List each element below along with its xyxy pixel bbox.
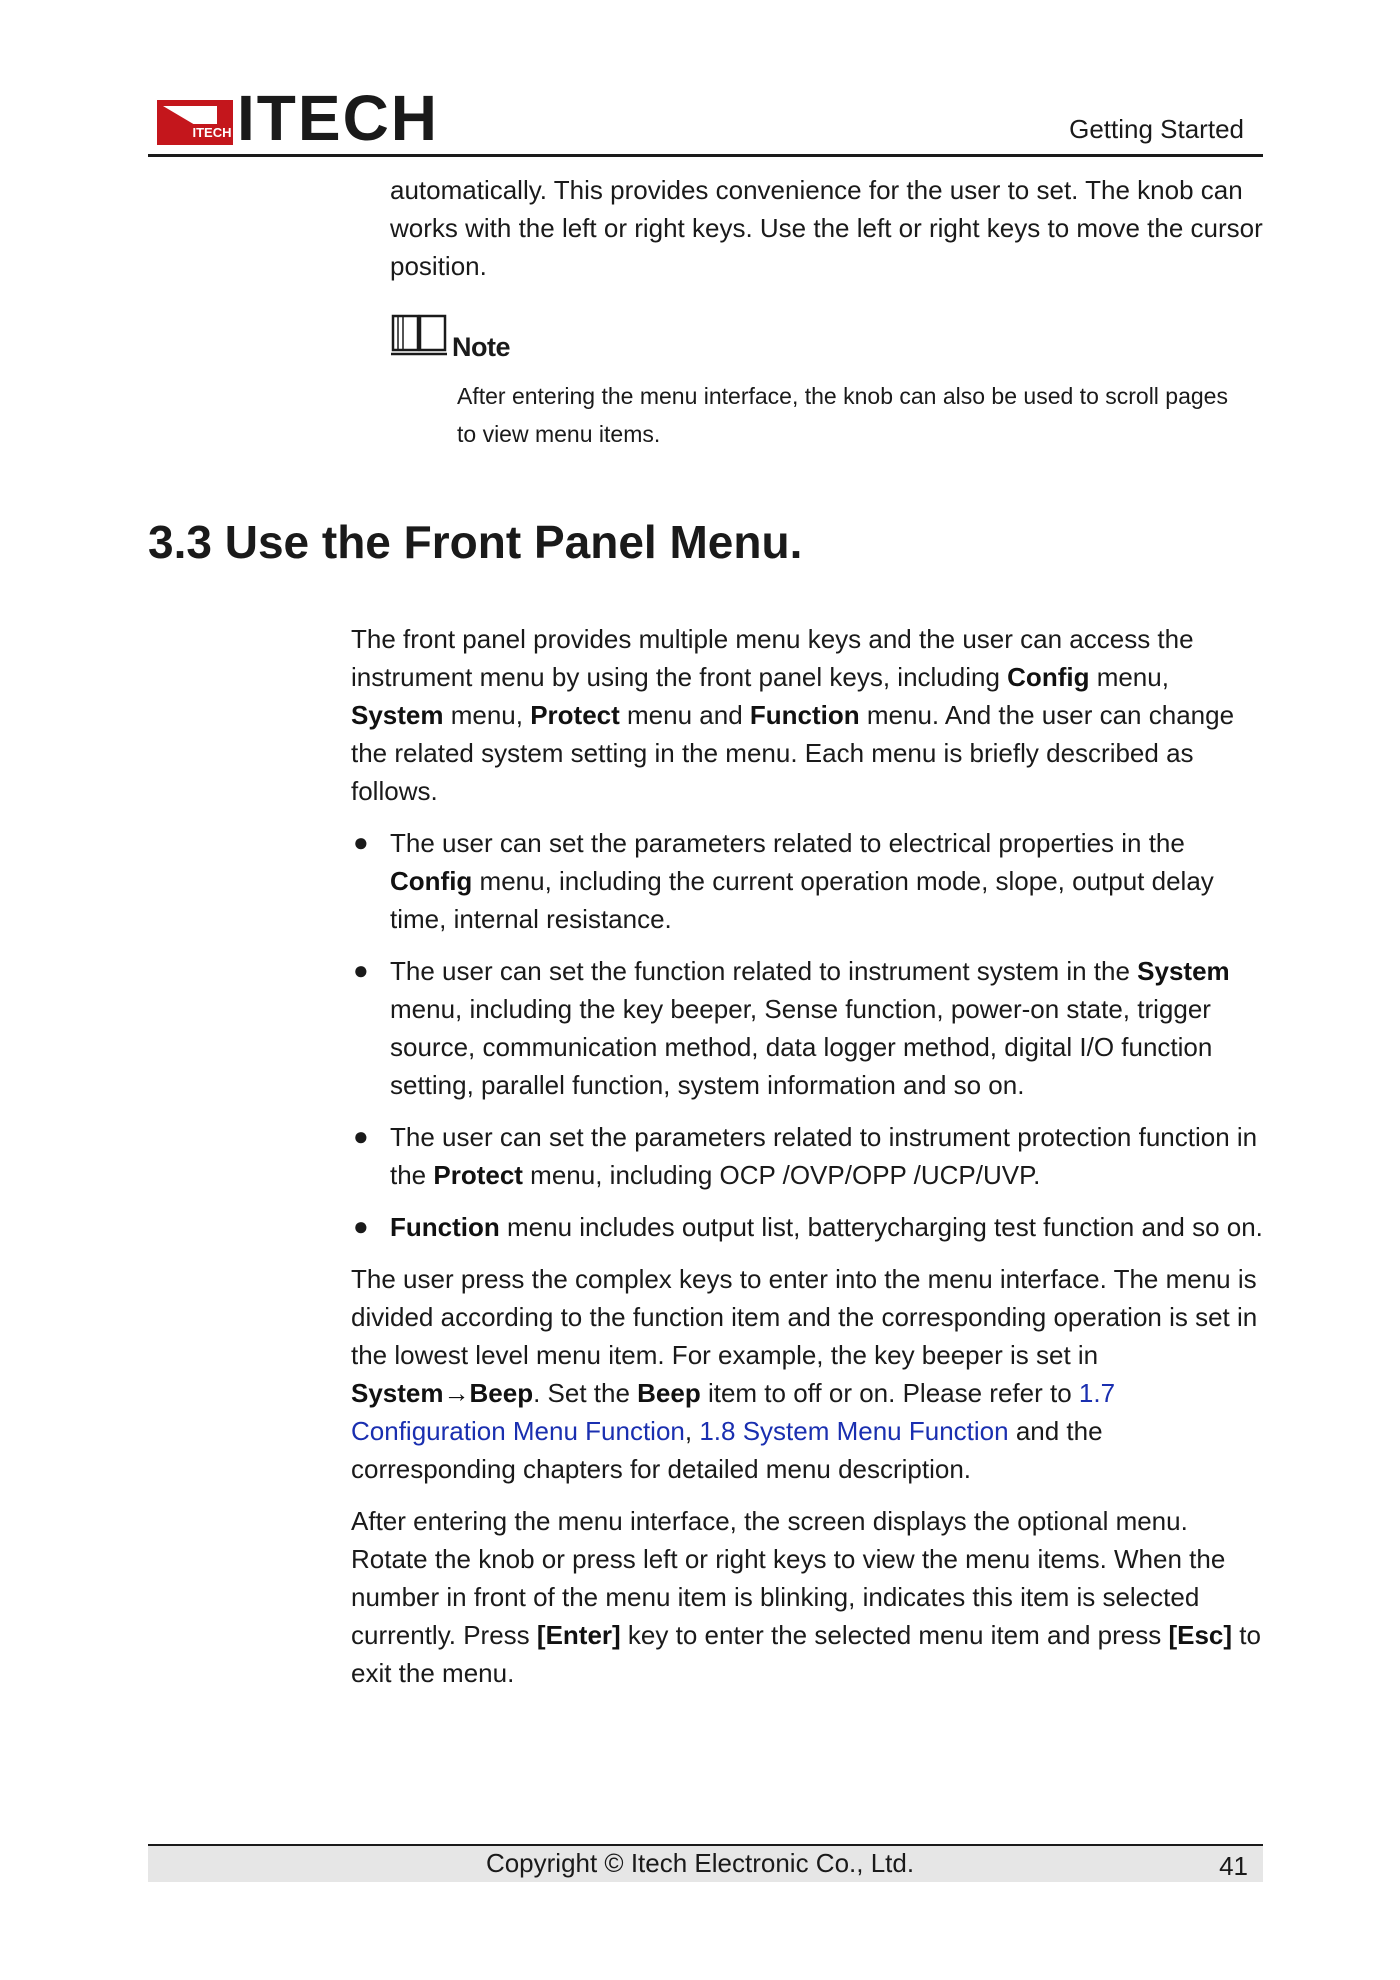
list-item [351,1208,1263,1246]
section-body [351,620,1263,1706]
list-item [351,1118,1263,1194]
header-divider [148,154,1263,157]
menu-name-protect: Protect [530,700,620,730]
body-text: menu, [1089,662,1169,692]
body-text: menu, including OCP /OVP/OPP /UCP/UVP. [522,1160,1041,1190]
body-paragraph-2 [351,1260,1263,1488]
logo-flag-icon [157,100,233,145]
key-enter: [Enter] [536,1620,621,1650]
note-text: After entering the menu interface, the knob can also be used to scroll pages to view menu items. [457,383,1228,447]
note-label: Note [452,332,510,362]
body-text: . Set the [533,1378,638,1408]
menu-description-list [351,824,1263,1246]
footer-copyright: Copyright © Itech Electronic Co., Ltd. [485,1848,915,1878]
body-text: menu, [443,700,531,730]
bullet-icon: ● [353,1121,369,1151]
menu-path: System→Beep [351,1378,534,1408]
body-text: menu. And the user can change the related system setting in the menu. Each menu is briefly described as follows. [351,700,1235,806]
body-text: menu, including the current operation mode, slope, output delay time, internal resistance. [390,866,1214,934]
note-callout [390,312,510,363]
body-text: menu and [619,700,750,730]
menu-name: Config [390,866,473,896]
logo-wordmark: ITECH [237,82,439,154]
body-text: and the corresponding chapters for detailed menu description. [351,1416,1103,1484]
logo-mini-text: ITECH [192,125,232,140]
book-icon [390,312,448,358]
body-text: menu includes output list, batterycharging test function and so on. [499,1212,1263,1242]
body-paragraph-1 [351,620,1263,810]
body-text: After entering the menu interface, the screen displays the optional menu. Rotate the knob or press left or right keys to view the menu items. When the number in front of the menu item is blinking, indicates this item is selected currently. Press [351,1506,1226,1650]
bullet-icon: ● [353,1211,369,1241]
list-item [351,952,1263,1104]
cross-reference-link-system-menu[interactable]: 1.8 System Menu Function [699,1416,1009,1446]
cross-reference-link-config-menu[interactable]: 1.7 Configuration Menu Function [351,1378,1116,1446]
body-text: , [684,1416,700,1446]
body-text: The user can set the function related to instrument system in the [390,956,1138,986]
body-text: key to enter the selected menu item and press [620,1620,1169,1650]
body-text: item to off or on. Please refer to [700,1378,1079,1408]
menu-item-beep: Beep [637,1378,701,1408]
body-text: to exit the menu. [351,1620,1261,1688]
menu-name: Protect [433,1160,523,1190]
menu-name-config: Config [1007,662,1090,692]
body-text: menu, including the key beeper, Sense function, power-on state, trigger source, communication method, data logger method, digital I/O function setting, parallel function, system information and so on. [390,994,1213,1100]
body-paragraph-3 [351,1502,1263,1692]
menu-name: System [1137,956,1230,986]
bullet-icon: ● [353,827,369,857]
list-item [351,824,1263,938]
body-text: The front panel provides multiple menu keys and the user can access the instrument menu by using the front panel keys, including [351,624,1194,692]
bullet-icon: ● [353,955,369,985]
running-header-section: Getting Started [1069,114,1244,144]
body-text: The user press the complex keys to enter into the menu interface. The menu is divided according to the function item and the corresponding operation is set in the lowest level menu item. For example, the key beeper is set in [351,1264,1258,1370]
itech-logo [157,82,447,154]
body-text: The user can set the parameters related to electrical properties in the [390,828,1185,858]
section-title: 3.3 Use the Front Panel Menu. [148,516,803,568]
intro-paragraph: automatically. This provides convenience for the user to set. The knob can works with the left or right keys. Use the left or right keys to move the cursor position. [390,175,1263,281]
menu-name-system: System [351,700,444,730]
menu-name: Function [390,1212,500,1242]
page-number: 41 [1219,1851,1248,1881]
menu-name-function: Function [749,700,860,730]
key-esc: [Esc] [1168,1620,1233,1650]
body-text: The user can set the parameters related to instrument protection function in the [390,1122,1258,1190]
